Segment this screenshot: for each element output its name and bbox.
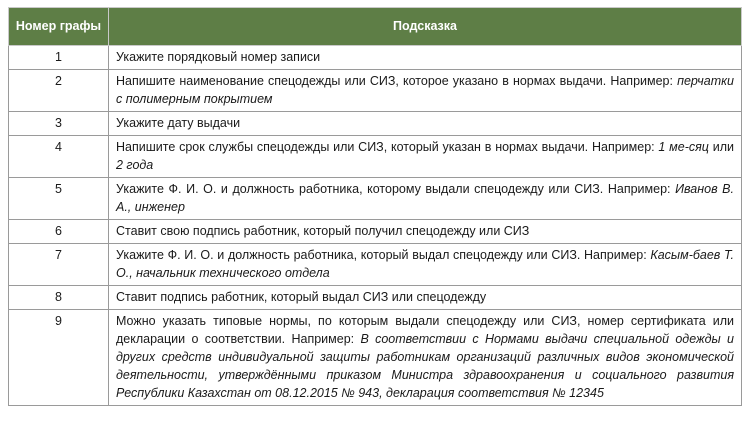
table-row bbox=[9, 112, 742, 136]
row-number: 1 bbox=[9, 46, 109, 70]
row-number: 8 bbox=[9, 286, 109, 310]
hint-example: перчатки с полимерным покрытием bbox=[116, 74, 734, 106]
hint-text: Ставит свою подпись работник, который получил спецодежду или СИЗ bbox=[116, 224, 530, 238]
hint-text: Напишите наименование спецодежды или СИЗ, которое указано в нормах выдачи. Например: bbox=[116, 74, 678, 88]
table-row bbox=[9, 70, 742, 112]
row-hint bbox=[109, 112, 742, 136]
row-number: 5 bbox=[9, 178, 109, 220]
table-header-row bbox=[9, 8, 742, 46]
row-hint bbox=[109, 286, 742, 310]
table-row bbox=[9, 136, 742, 178]
table-row bbox=[9, 286, 742, 310]
row-hint bbox=[109, 70, 742, 112]
row-hint bbox=[109, 46, 742, 70]
hint-example: В соответствии с Нормами выдачи специальной одежды и других средств индивидуальной защиты работникам организаций различных видов экономической деятельности, утверждёнными приказом Министра здравоохранения и социального развития Республики Казахстан от 08.12.2015 № 943, декларация соответствия № 12345 bbox=[116, 332, 734, 400]
hint-text: Напишите срок службы спецодежды или СИЗ, который указан в нормах выдачи. Например: bbox=[116, 140, 659, 154]
row-hint bbox=[109, 220, 742, 244]
hint-text: Укажите дату выдачи bbox=[116, 116, 241, 130]
row-number: 7 bbox=[9, 244, 109, 286]
table-row bbox=[9, 244, 742, 286]
column-header-hint: Подсказка bbox=[109, 8, 742, 46]
row-number: 4 bbox=[9, 136, 109, 178]
hint-text: Укажите Ф. И. О. и должность работника, которому выдали спецодежду или СИЗ. Например: bbox=[116, 182, 676, 196]
hint-example: Иванов В. А., инженер bbox=[116, 182, 734, 214]
hint-text-middle: или bbox=[708, 140, 734, 154]
hint-example: Касым-баев Т. О., начальник технического отдела bbox=[116, 248, 734, 280]
hint-example-2: 2 года bbox=[116, 158, 154, 172]
row-number: 3 bbox=[9, 112, 109, 136]
table-row bbox=[9, 178, 742, 220]
hint-example: 1 ме-сяц bbox=[658, 140, 709, 154]
row-number: 6 bbox=[9, 220, 109, 244]
row-number: 9 bbox=[9, 310, 109, 406]
hint-text: Укажите порядковый номер записи bbox=[116, 50, 321, 64]
hint-text: Можно указать типовые нормы, по которым выдали спецодежду или СИЗ, номер сертификата или декларации о соответствии. Например: bbox=[116, 314, 734, 346]
hint-text: Ставит подпись работник, который выдал СИЗ или спецодежду bbox=[116, 290, 487, 304]
hints-table-container bbox=[8, 7, 741, 406]
row-hint bbox=[109, 178, 742, 220]
table-row bbox=[9, 310, 742, 406]
hint-text: Укажите Ф. И. О. и должность работника, который выдал спецодежду или СИЗ. Например: bbox=[116, 248, 651, 262]
row-hint bbox=[109, 136, 742, 178]
row-hint bbox=[109, 310, 742, 406]
hints-table bbox=[8, 7, 742, 406]
row-number: 2 bbox=[9, 70, 109, 112]
row-hint bbox=[109, 244, 742, 286]
table-row bbox=[9, 220, 742, 244]
column-header-number: Номер графы bbox=[9, 8, 109, 46]
table-row bbox=[9, 46, 742, 70]
